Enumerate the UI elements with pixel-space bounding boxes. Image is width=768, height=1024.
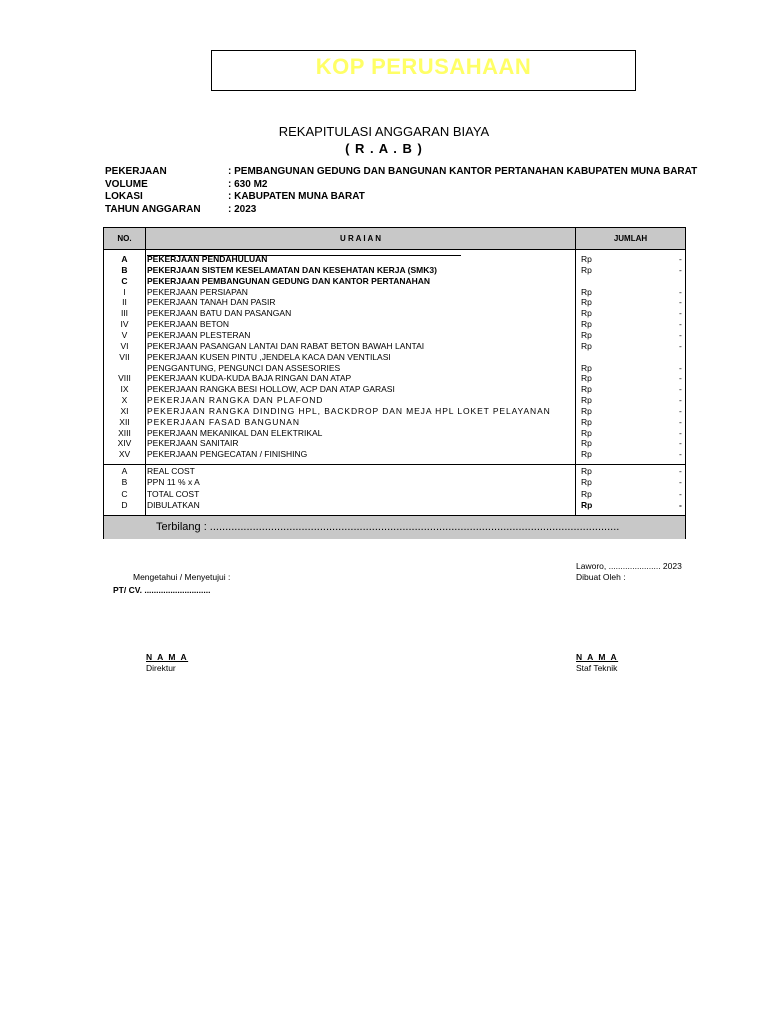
table-row [104,500,685,511]
row-number: III [120,308,129,319]
row-amount: - [679,373,682,384]
row-amount: - [679,286,682,297]
row-number: B [121,264,128,275]
place-date: Laworo, ...................... 2023 [576,561,682,571]
table-row [104,395,685,406]
row-currency: Rp [581,329,592,340]
row-description: TOTAL COST [147,488,200,499]
row-currency: Rp [581,286,592,297]
row-number: VII [119,351,130,362]
left-signer-name: N A M A [146,652,189,662]
row-currency: Rp [581,308,592,319]
row-description: PEKERJAAN SISTEM KESELAMATAN DAN KESEHATAN KERJA (SMK3) [147,264,437,275]
header-jumlah: JUMLAH [613,234,648,243]
header-uraian: U R A I A N [339,234,382,243]
table-row [104,466,685,477]
row-description: PEKERJAAN RANGKA DAN PLAFOND [147,395,324,406]
row-number: XIV [117,438,132,449]
row-amount: - [679,488,682,499]
row-description: DIBULATKAN [147,499,200,510]
row-description: PEKERJAAN FASAD BANGUNAN [147,416,300,427]
row-amount: - [679,477,682,488]
row-number: VI [120,340,129,351]
info-key: TAHUN ANGGARAN [105,203,201,215]
row-currency: Rp [581,297,592,308]
row-number: V [121,329,128,340]
row-amount: - [679,427,682,438]
info-row-volume [105,179,697,192]
row-amount: - [679,254,682,264]
row-description: PEKERJAAN PEMBANGUNAN GEDUNG DAN KANTOR PERTANAHAN [147,275,431,286]
kop-box [211,50,636,91]
row-description: PEKERJAAN BETON [147,319,230,330]
section-divider [104,464,685,465]
table-row [104,297,685,308]
row-number: VIII [118,373,131,384]
row-description: PEKERJAAN RANGKA BESI HOLLOW, ACP DAN ATAP GARASI [147,384,395,395]
row-description: REAL COST [147,466,195,476]
row-amount: - [679,438,682,449]
row-amount: - [679,416,682,427]
dibuat-oleh: Dibuat Oleh : [576,572,626,582]
row-currency: Rp [581,254,592,264]
row-amount: - [679,362,682,373]
table-row [104,330,685,341]
row-currency: Rp [581,488,592,499]
row-currency: Rp [581,405,592,416]
terbilang-bar [104,515,685,539]
row-number: II [122,297,127,308]
table-row [104,352,685,363]
row-description: PEKERJAAN PENDAHULUAN [147,254,268,264]
row-number: XV [118,449,131,460]
row-currency: Rp [581,384,592,395]
table-row [104,489,685,500]
table-row [104,438,685,449]
right-signer-name: N A M A [576,652,619,662]
info-value: : PEMBANGUNAN GEDUNG DAN BANGUNAN KANTOR PERTANAHAN KABUPATEN MUNA BARAT [228,166,698,177]
left-signer-title: Direktur [146,663,176,673]
project-info [105,166,697,216]
row-number: XI [120,405,129,416]
row-currency: Rp [581,373,592,384]
table-row [104,417,685,428]
row-currency: Rp [581,395,592,406]
info-key: PEKERJAAN [105,166,167,177]
row-currency: Rp [581,499,593,510]
row-number: IV [120,319,129,330]
row-number: X [121,395,128,406]
info-value: : 630 M2 [228,178,268,190]
table-row [104,319,685,330]
row-currency: Rp [581,466,592,476]
row-currency: Rp [581,477,592,488]
table-row [104,373,685,384]
row-amount: - [679,297,682,308]
row-number: I [123,286,126,297]
row-currency: Rp [581,264,592,275]
row-description: PENGGANTUNG, PENGUNCI DAN ASSESORIES [147,362,341,373]
table-row [104,384,685,395]
terbilang-text: Terbilang : ...................................................................................................................................... [156,521,620,533]
row-description: PPN 11 % x A [147,477,200,488]
row-description: PEKERJAAN BATU DAN PASANGAN [147,308,292,319]
row-amount: - [679,466,682,476]
table-header [104,228,685,250]
info-row-pekerjaan [105,166,697,179]
row-amount: - [679,319,682,330]
table-row [104,406,685,417]
row-currency: Rp [581,427,592,438]
info-value: : KABUPATEN MUNA BARAT [228,191,365,202]
row-description: PEKERJAAN SANITAIR [147,438,239,449]
row-currency: Rp [581,319,592,330]
row-amount: - [679,449,682,460]
row-amount: - [679,329,682,340]
row-number: D [121,499,128,510]
row-description: PEKERJAAN KUDA-KUDA BAJA RINGAN DAN ATAP [147,373,352,384]
table-row [104,341,685,352]
row-amount: - [679,384,682,395]
table-row [104,287,685,298]
row-number: A [121,254,128,264]
table-row [104,428,685,439]
row-amount: - [679,340,682,351]
row-description: PEKERJAAN KUSEN PINTU ,JENDELA KACA DAN VENTILASI [147,351,391,362]
row-number: XII [119,416,130,427]
row-number: XIII [118,427,131,438]
row-amount: - [679,499,682,510]
info-key: LOKASI [105,191,143,202]
row-description: PEKERJAAN PLESTERAN [147,329,251,340]
kop-title: KOP PERUSAHAAN [315,54,532,79]
table-row [104,449,685,460]
table-row [104,265,685,276]
row-number: C [121,275,128,286]
rab-table [103,227,686,539]
table-row [104,254,685,265]
info-row-lokasi [105,191,697,204]
row-number: B [121,477,128,488]
row-amount: - [679,264,682,275]
document-title: REKAPITULASI ANGGARAN BIAYA [278,124,490,139]
row-description: PEKERJAAN MEKANIKAL DAN ELEKTRIKAL [147,427,323,438]
info-value: : 2023 [228,203,257,215]
row-amount: - [679,308,682,319]
row-description: PEKERJAAN PERSIAPAN [147,286,248,297]
info-key: VOLUME [105,178,148,190]
document-subtitle: ( R . A . B ) [345,141,423,156]
row-description: PEKERJAAN RANGKA DINDING HPL, BACKDROP DAN MEJA HPL LOKET PELAYANAN [147,405,551,416]
row-currency: Rp [581,340,592,351]
row-currency: Rp [581,362,592,373]
table-row [104,308,685,319]
info-row-tahun [105,204,697,217]
row-currency: Rp [581,449,592,460]
row-amount: - [679,405,682,416]
right-signer-title: Staf Teknik [576,663,618,673]
header-no: NO. [117,234,132,243]
row-description: PEKERJAAN TANAH DAN PASIR [147,297,276,308]
company-line: PT/ CV. ............................ [113,585,211,595]
row-amount: - [679,395,682,406]
table-row [104,477,685,488]
table-row [104,276,685,287]
row-currency: Rp [581,416,592,427]
mengetahui-label: Mengetahui / Menyetujui : [133,572,231,582]
table-row [104,363,685,374]
row-number: C [121,488,128,499]
row-number: A [121,466,128,476]
row-number: IX [120,384,129,395]
row-description: PEKERJAAN PENGECATAN / FINISHING [147,449,308,460]
row-currency: Rp [581,438,592,449]
row-description: PEKERJAAN PASANGAN LANTAI DAN RABAT BETON BAWAH LANTAI [147,340,425,351]
